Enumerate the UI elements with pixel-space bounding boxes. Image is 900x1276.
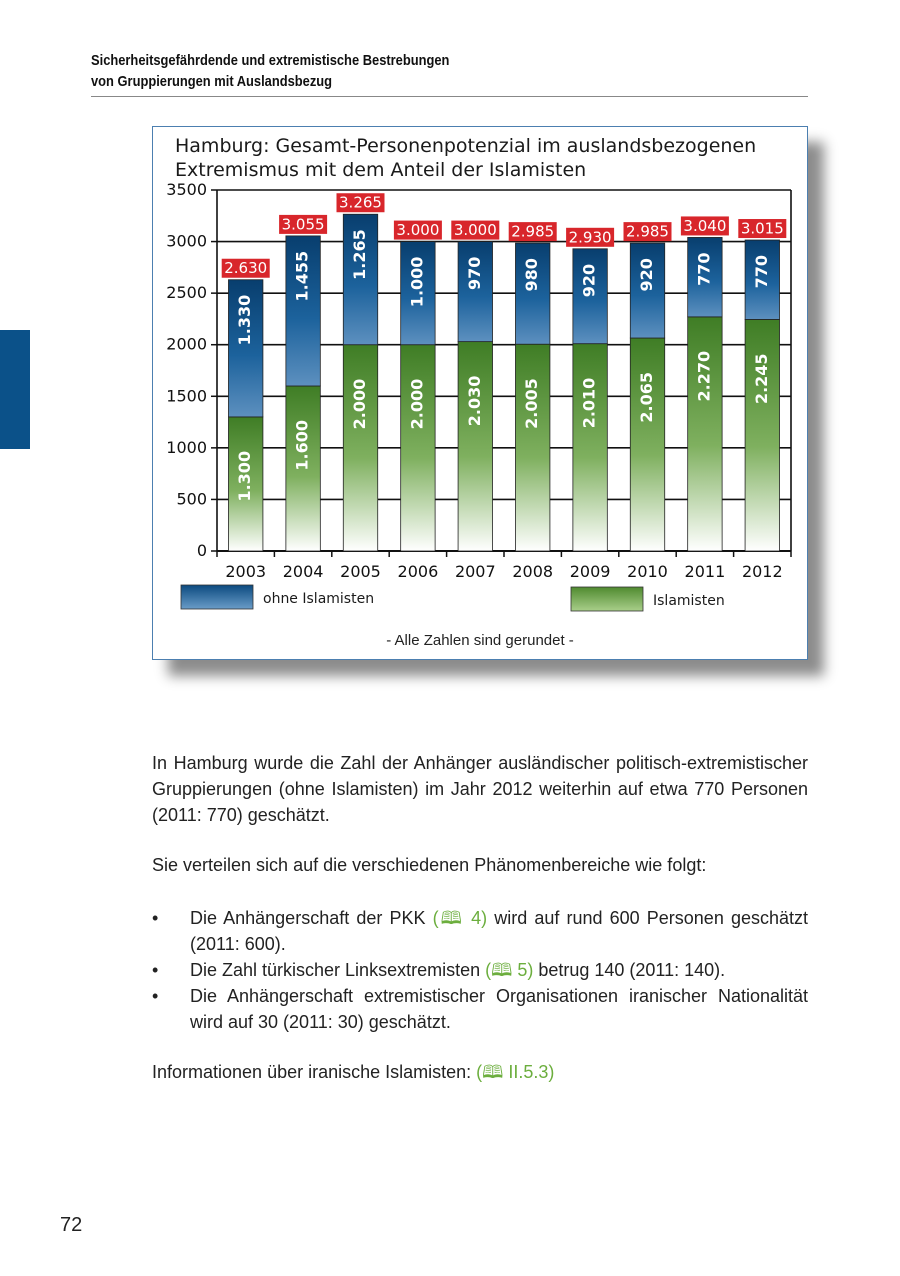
y-tick-label: 1500 bbox=[166, 386, 207, 406]
reference-link-iranische-islamisten[interactable]: (🕮 II.5.3) bbox=[476, 1062, 555, 1082]
total-label: 3.040 bbox=[683, 216, 727, 235]
chart-figure bbox=[152, 126, 808, 660]
paragraph-2: Sie verteilen sich auf die verschiedenen Phänomenbereiche wie folgt: bbox=[152, 855, 707, 875]
y-tick-label: 3000 bbox=[166, 231, 207, 251]
chart-note: - Alle Zahlen sind gerundet - bbox=[386, 632, 574, 649]
paragraph-1: In Hamburg wurde die Zahl der Anhänger ausländischer politisch-extremistischer Gruppierungen (ohne Islamisten) im Jahr 2012 weiterhin auf etwa 770 Personen (2011: 770) geschätzt. bbox=[152, 753, 808, 825]
chart-title-line-2: Extremismus mit dem Anteil der Islamisten bbox=[175, 159, 587, 181]
legend bbox=[181, 585, 725, 611]
running-header bbox=[91, 50, 808, 97]
info-line-text: Informationen über iranische Islamisten: bbox=[152, 1062, 477, 1082]
header-line-2: von Gruppierungen mit Auslandsbezug bbox=[91, 73, 333, 90]
legend-swatch-ohne-islamisten bbox=[181, 585, 253, 609]
total-label: 3.055 bbox=[281, 215, 325, 234]
data-label-ohne-islamisten: 920 bbox=[579, 263, 599, 298]
bar-islamisten bbox=[458, 342, 492, 551]
data-label-islamisten: 2.245 bbox=[751, 353, 771, 405]
legend-label-ohne-islamisten: ohne Islamisten bbox=[263, 591, 375, 607]
total-label: 2.985 bbox=[626, 222, 669, 241]
chart-bars bbox=[222, 193, 787, 551]
data-label-ohne-islamisten: 1.455 bbox=[292, 250, 312, 302]
data-label-islamisten: 2.000 bbox=[407, 378, 427, 430]
data-label-ohne-islamisten: 770 bbox=[751, 255, 771, 289]
x-tick-label: 2012 bbox=[741, 562, 783, 581]
y-tick-label: 2000 bbox=[166, 334, 207, 354]
page-number: 72 bbox=[60, 1214, 83, 1236]
bar-islamisten bbox=[401, 345, 435, 551]
bar-islamisten bbox=[343, 345, 377, 551]
x-tick-label: 2003 bbox=[225, 562, 267, 581]
y-axis-ticks bbox=[166, 180, 207, 560]
data-label-ohne-islamisten: 920 bbox=[637, 258, 656, 292]
data-label-islamisten: 2.000 bbox=[350, 378, 369, 430]
x-tick-label: 2005 bbox=[340, 562, 381, 581]
legend-swatch-islamisten bbox=[571, 587, 643, 611]
legend-label-islamisten: Islamisten bbox=[653, 593, 725, 609]
chapter-tab-marker bbox=[0, 330, 30, 449]
bullet-dot: • bbox=[152, 986, 159, 1006]
y-tick-label: 2500 bbox=[166, 283, 207, 303]
y-tick-label: 1000 bbox=[166, 437, 207, 457]
data-label-islamisten: 1.600 bbox=[292, 419, 312, 471]
bar-islamisten bbox=[573, 344, 607, 551]
header-line-1: Sicherheitsgefährdende und extremistische Bestrebungen bbox=[91, 52, 450, 69]
y-tick-label: 0 bbox=[196, 541, 207, 560]
bullet-list bbox=[152, 905, 808, 1035]
data-label-ohne-islamisten: 970 bbox=[464, 256, 484, 290]
bullet-dot: • bbox=[152, 908, 159, 928]
x-tick-label: 2009 bbox=[569, 562, 611, 581]
bullet-item: • Die Zahl türkischer Linksextremisten (🕮 5) betrug 140 (2011: 140). bbox=[152, 957, 808, 983]
x-tick-label: 2008 bbox=[512, 562, 554, 581]
x-tick-label: 2006 bbox=[397, 562, 439, 581]
data-label-ohne-islamisten: 1.000 bbox=[407, 256, 427, 308]
bullet-item: • Die Anhängerschaft der PKK (🕮 4) wird auf rund 600 Personen geschätzt (2011: 600). bbox=[152, 905, 808, 957]
chart-title-line-1: Hamburg: Gesamt-Personenpotenzial im auslandsbezogenen bbox=[175, 135, 757, 157]
data-label-ohne-islamisten: 1.330 bbox=[235, 294, 255, 346]
total-label: 2.630 bbox=[224, 259, 268, 278]
x-tick-label: 2007 bbox=[454, 562, 496, 581]
data-label-islamisten: 2.065 bbox=[637, 372, 656, 423]
data-label-islamisten: 1.300 bbox=[235, 450, 255, 502]
total-label: 2.985 bbox=[511, 222, 555, 241]
total-label: 2.930 bbox=[568, 228, 612, 247]
y-tick-label: 500 bbox=[176, 489, 207, 509]
total-label: 3.265 bbox=[339, 193, 382, 212]
bar-islamisten bbox=[515, 344, 549, 551]
bullet-dot: • bbox=[152, 960, 159, 980]
data-label-islamisten: 2.010 bbox=[579, 377, 599, 429]
data-label-ohne-islamisten: 770 bbox=[694, 252, 714, 286]
info-line bbox=[152, 1059, 808, 1085]
x-axis-ticks bbox=[217, 551, 791, 581]
data-label-ohne-islamisten: 1.265 bbox=[350, 229, 369, 280]
stacked-bar-chart bbox=[153, 127, 807, 659]
reference-link-linksextremisten[interactable]: (🕮 5) bbox=[485, 960, 534, 980]
total-label: 3.015 bbox=[740, 219, 784, 238]
data-label-islamisten: 2.005 bbox=[522, 378, 542, 429]
data-label-islamisten: 2.270 bbox=[694, 350, 714, 402]
data-label-ohne-islamisten: 980 bbox=[522, 258, 542, 292]
data-label-islamisten: 2.030 bbox=[464, 375, 484, 427]
bullet-item: • Die Anhängerschaft extremistischer Organisationen iranischer Nationalität wird auf 30 (2011: 30) geschätzt. bbox=[152, 983, 808, 1035]
y-tick-label: 3500 bbox=[166, 180, 207, 199]
total-label: 3.000 bbox=[453, 221, 497, 240]
reference-link-pkk[interactable]: (🕮 4) bbox=[432, 908, 488, 928]
x-tick-label: 2010 bbox=[627, 562, 668, 581]
total-label: 3.000 bbox=[396, 221, 440, 240]
x-tick-label: 2004 bbox=[282, 562, 324, 581]
x-tick-label: 2011 bbox=[684, 562, 726, 581]
bar-islamisten bbox=[630, 338, 664, 551]
